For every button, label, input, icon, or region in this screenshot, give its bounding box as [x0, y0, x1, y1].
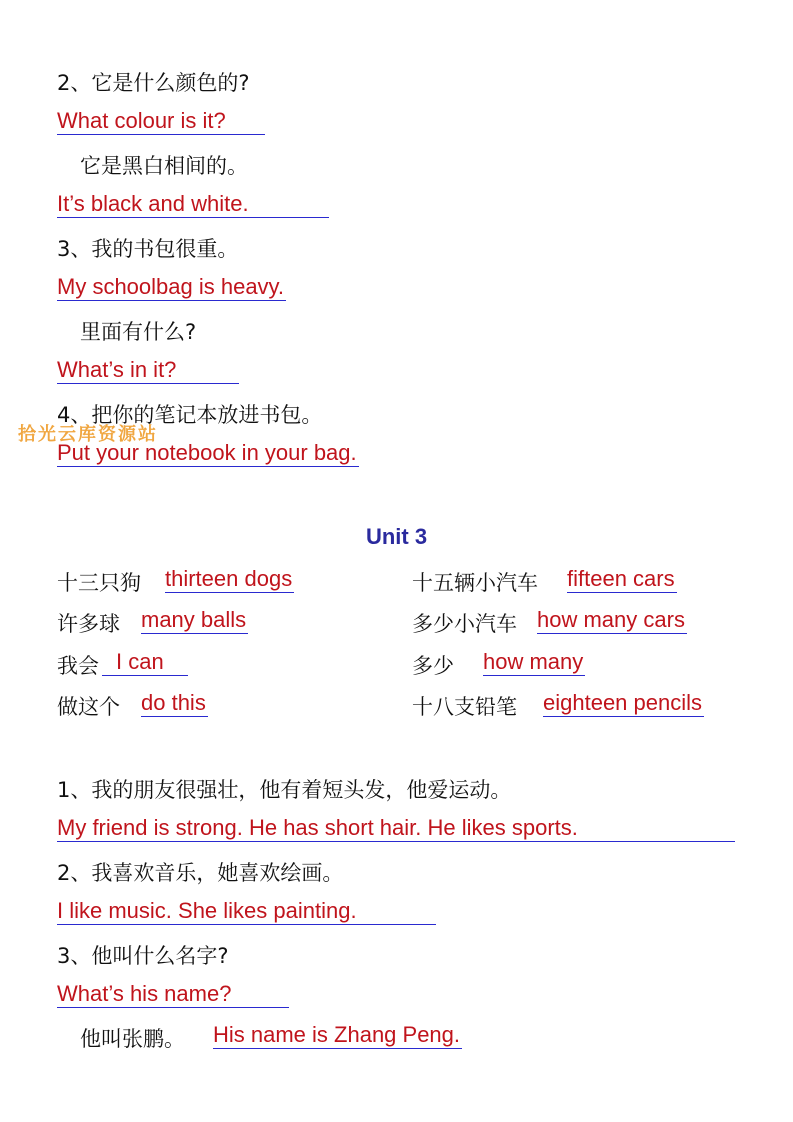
- phrase-zh: 我会: [57, 654, 99, 678]
- question-2b-chinese: 它是黑白相间的。: [80, 154, 248, 178]
- sentence-3-english: What’s his name?: [57, 981, 289, 1008]
- watermark-text: 拾光云库资源站: [18, 424, 158, 445]
- phrase-en: how many cars: [537, 607, 685, 632]
- phrase-en: eighteen pencils: [543, 690, 703, 715]
- phrase-zh: 许多球: [57, 612, 120, 636]
- question-2-chinese: 2、它是什么颜色的?: [57, 71, 250, 95]
- phrase-en: many balls: [141, 607, 247, 632]
- phrase-en: how many: [483, 649, 584, 674]
- sentence-2-english: I like music. She likes painting.: [57, 898, 436, 925]
- phrase-zh: 十三只狗: [57, 571, 141, 595]
- unit-title: Unit 3: [365, 524, 428, 549]
- phrase-en: thirteen dogs: [165, 566, 293, 591]
- phrase-en: I can: [102, 649, 188, 676]
- sentence-2-chinese: 2、我喜欢音乐，她喜欢绘画。: [57, 861, 344, 885]
- phrase-zh: 多少小汽车: [412, 612, 517, 636]
- phrase-zh: 十五辆小汽车: [412, 571, 538, 595]
- question-3b-chinese: 里面有什么?: [80, 320, 197, 344]
- answer-4-english: Put your notebook in your bag.: [57, 440, 357, 465]
- phrase-zh: 多少: [412, 654, 454, 678]
- sentence-3b-chinese: 他叫张鹏。: [80, 1027, 185, 1051]
- sentence-3b-english: His name is Zhang Peng.: [213, 1022, 461, 1047]
- phrase-en: fifteen cars: [567, 566, 675, 591]
- phrase-en: do this: [141, 690, 206, 715]
- phrase-zh: 做这个: [57, 695, 120, 719]
- answer-2-english: What colour is it?: [57, 108, 265, 135]
- answer-2b-english: It’s black and white.: [57, 191, 329, 218]
- phrase-zh: 十八支铅笔: [412, 695, 517, 719]
- question-4-chinese: 4、把你的笔记本放进书包。: [57, 403, 323, 427]
- answer-3b-english: What’s in it?: [57, 357, 239, 384]
- answer-3-english: My schoolbag is heavy.: [57, 274, 285, 299]
- sentence-1-english: My friend is strong. He has short hair. He likes sports.: [57, 815, 735, 842]
- sentence-1-chinese: 1、我的朋友很强壮，他有着短头发，他爱运动。: [57, 778, 512, 802]
- question-3-chinese: 3、我的书包很重。: [57, 237, 239, 261]
- sentence-3-chinese: 3、他叫什么名字?: [57, 944, 229, 968]
